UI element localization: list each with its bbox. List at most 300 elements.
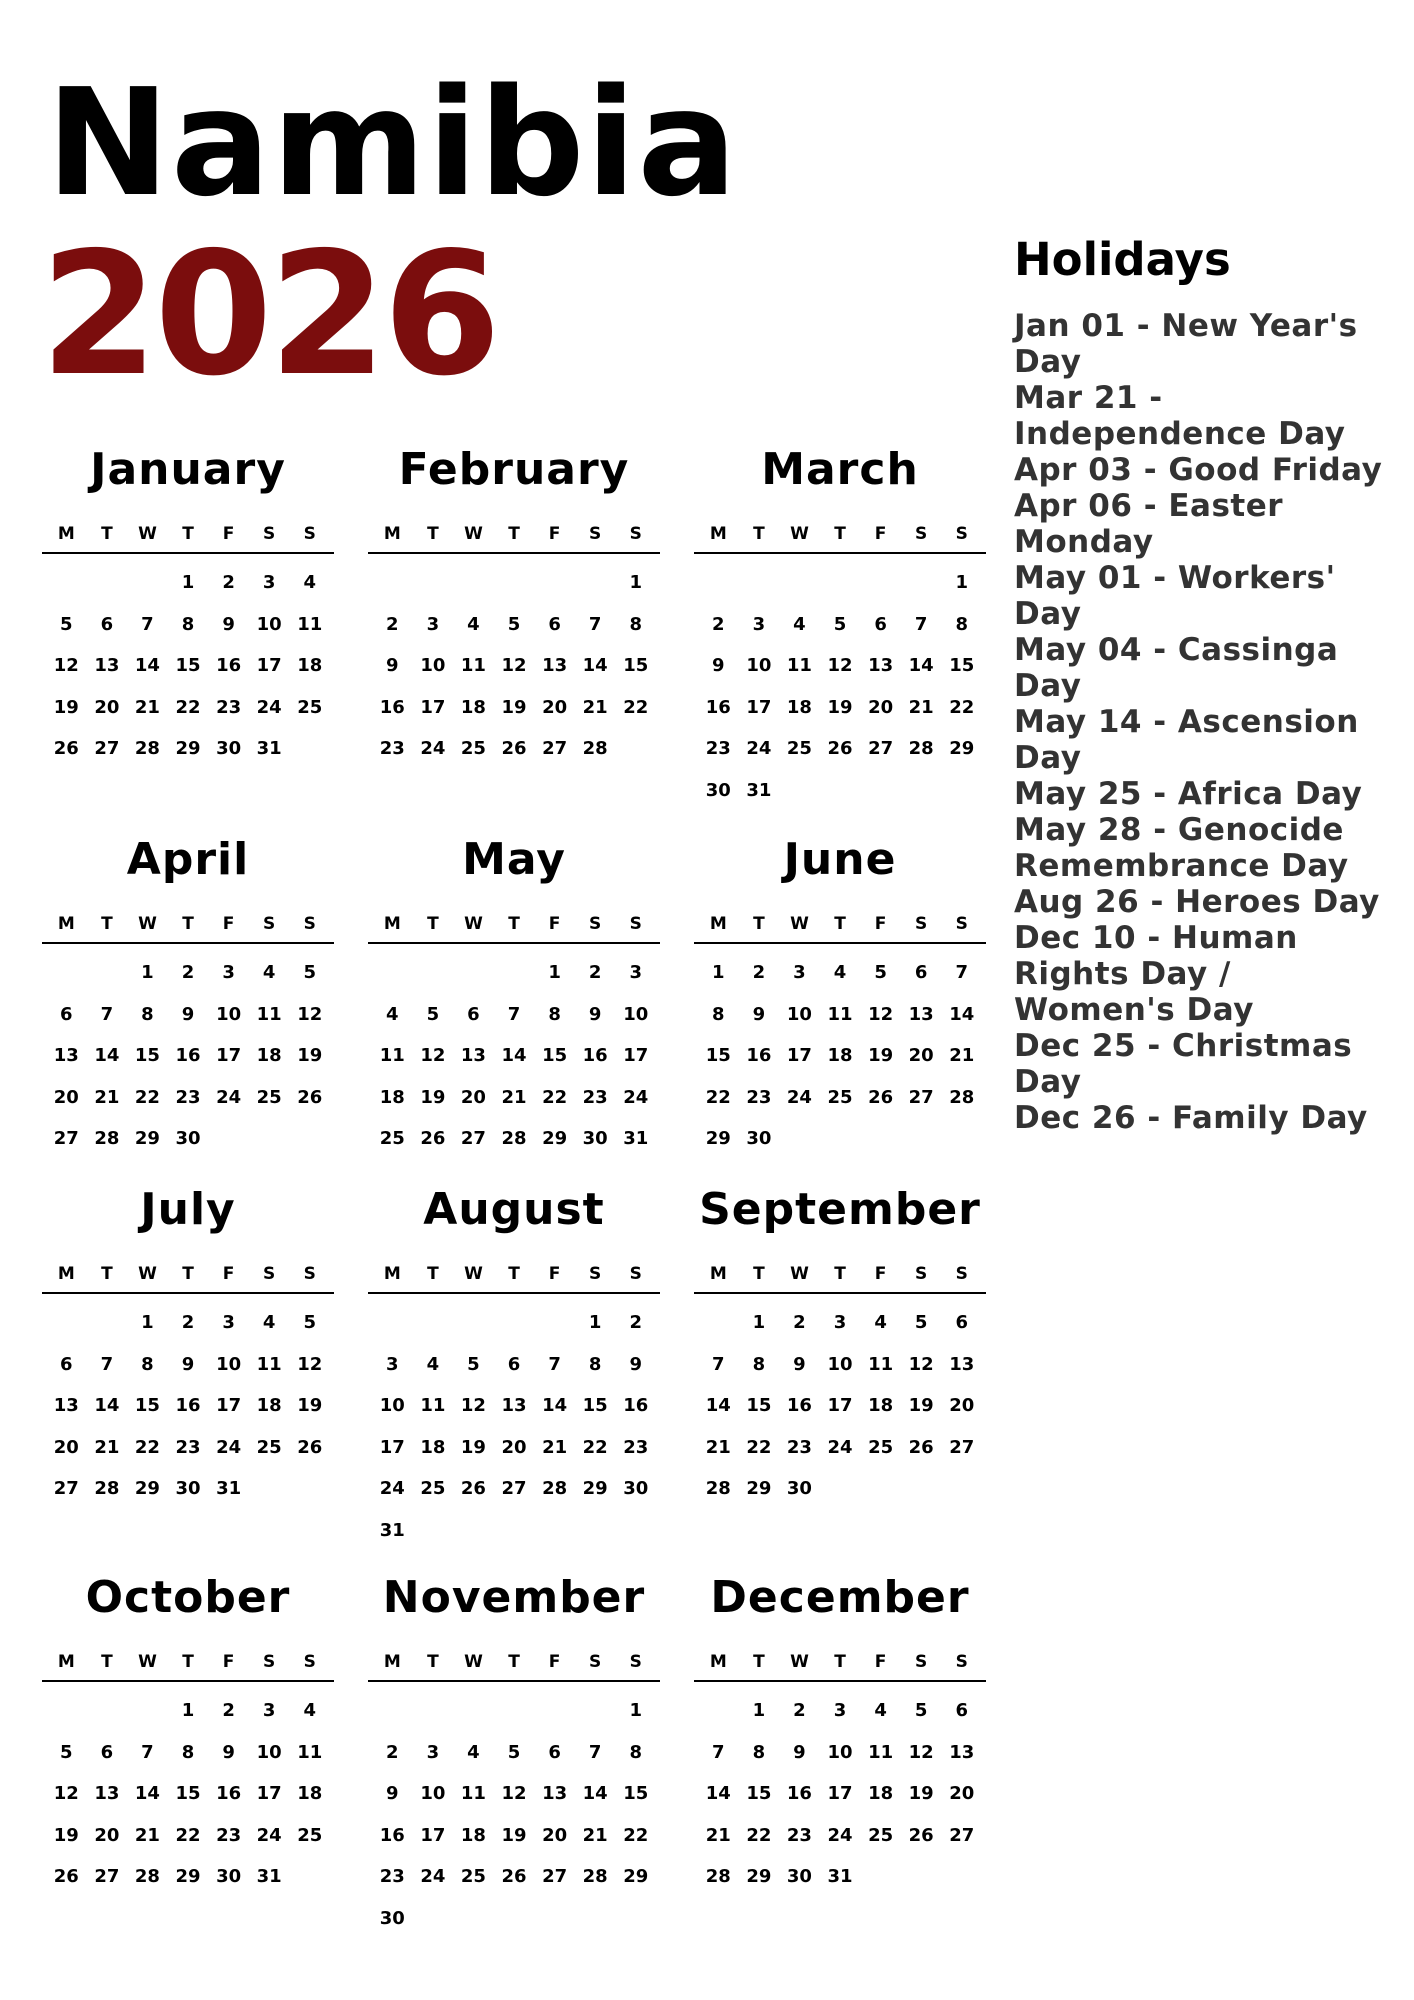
- day-cell: 11: [786, 655, 812, 676]
- day-cell: 23: [786, 1436, 812, 1458]
- day-cell: 9: [629, 1353, 643, 1375]
- day-cell: 13: [542, 1783, 568, 1804]
- weekday-header: S: [955, 914, 968, 934]
- day-cell: [534, 568, 575, 610]
- day-cell: 14: [705, 1783, 731, 1804]
- weekday-header: T: [508, 914, 520, 934]
- day-cell: 25: [827, 1086, 853, 1108]
- day-cell: 24: [420, 1866, 446, 1887]
- day-cell: 21: [908, 696, 934, 718]
- day-cell: 5: [914, 1312, 928, 1333]
- day-cell: 2: [793, 1700, 806, 1721]
- weekday-header: F: [548, 524, 561, 544]
- day-cell: 30: [786, 1866, 812, 1887]
- day-cell: [453, 1904, 494, 1946]
- day-cell: 26: [53, 738, 79, 759]
- day-cell: 25: [868, 1824, 894, 1846]
- day-cell: 26: [908, 1436, 934, 1458]
- day-cell: 26: [460, 1478, 486, 1499]
- week-row: [46, 651, 330, 693]
- weekday-header: M: [383, 524, 401, 544]
- day-cell: 5: [507, 613, 521, 635]
- day-cell: 30: [623, 1478, 649, 1499]
- day-cell: 25: [868, 1436, 894, 1458]
- day-cell: 4: [467, 613, 480, 635]
- day-cell: 3: [629, 962, 643, 983]
- day-cell: 15: [175, 655, 201, 676]
- weekday-header: F: [548, 1652, 561, 1672]
- weekday-header-row: [694, 1650, 986, 1682]
- day-cell: 17: [746, 696, 772, 718]
- day-cell: 29: [542, 1128, 568, 1149]
- holiday-item: Apr 06 - Easter Monday: [1014, 488, 1284, 560]
- day-cell: [453, 958, 494, 1000]
- day-cell: 12: [908, 1353, 934, 1375]
- day-cell: [534, 1308, 575, 1350]
- day-cell: 6: [874, 613, 887, 635]
- weekday-header: F: [874, 1264, 887, 1284]
- weekday-header-row: [368, 1262, 660, 1294]
- day-cell: [453, 1516, 494, 1558]
- day-cell: 14: [134, 655, 160, 676]
- weekday-header-row: [42, 1262, 334, 1294]
- weekday-header: W: [790, 524, 809, 544]
- day-cell: [779, 1124, 820, 1166]
- day-grid: [694, 1308, 986, 1516]
- day-cell: 22: [134, 1436, 160, 1458]
- holidays-heading: Holidays: [1014, 233, 1231, 286]
- day-cell: 1: [629, 1700, 643, 1721]
- weekday-header: S: [589, 1264, 602, 1284]
- day-cell: 5: [60, 1741, 73, 1763]
- week-row: [372, 1904, 656, 1946]
- day-cell: 7: [955, 962, 969, 983]
- week-row: [698, 1433, 982, 1475]
- day-cell: [575, 1516, 616, 1558]
- day-cell: 17: [256, 655, 282, 676]
- weekday-header: M: [383, 914, 401, 934]
- day-cell: 29: [746, 1866, 772, 1887]
- day-cell: 1: [548, 962, 561, 983]
- month-name: September: [699, 1184, 981, 1235]
- day-cell: 4: [303, 572, 317, 593]
- weekday-header: W: [138, 1264, 157, 1284]
- week-row: [372, 1000, 656, 1042]
- week-row: [46, 1124, 330, 1166]
- day-cell: 1: [181, 1700, 195, 1721]
- day-cell: 8: [712, 1003, 725, 1025]
- day-cell: 1: [181, 572, 195, 593]
- weekday-header: S: [629, 524, 642, 544]
- day-cell: 1: [955, 572, 969, 593]
- week-row: [698, 693, 982, 735]
- day-cell: 28: [705, 1478, 731, 1499]
- week-row: [698, 1696, 982, 1738]
- day-cell: [779, 568, 820, 610]
- holiday-item: May 01 - Workers' Day: [1014, 560, 1336, 632]
- day-cell: 8: [629, 613, 643, 635]
- day-cell: [289, 1474, 330, 1516]
- day-cell: 14: [705, 1395, 731, 1416]
- day-cell: [289, 1124, 330, 1166]
- weekday-header: S: [589, 1652, 602, 1672]
- weekday-header: T: [834, 524, 846, 544]
- day-cell: [46, 958, 87, 1000]
- week-row: [46, 610, 330, 652]
- week-row: [46, 693, 330, 735]
- holiday-item: Dec 26 - Family Day: [1014, 1100, 1368, 1136]
- day-cell: 17: [256, 1783, 282, 1804]
- day-cell: 29: [175, 1866, 201, 1887]
- week-row: [698, 776, 982, 818]
- day-cell: 10: [256, 613, 282, 635]
- day-cell: 24: [827, 1436, 853, 1458]
- day-cell: 19: [420, 1086, 446, 1108]
- day-cell: 29: [623, 1866, 649, 1887]
- day-cell: 28: [501, 1128, 527, 1149]
- day-cell: 1: [629, 572, 643, 593]
- calendar-title: Namibia: [46, 57, 739, 229]
- day-cell: [575, 1904, 616, 1946]
- week-row: [698, 1308, 982, 1350]
- day-cell: 19: [908, 1395, 934, 1416]
- day-cell: 31: [379, 1519, 405, 1541]
- day-cell: 11: [256, 1353, 282, 1375]
- weekday-header: W: [138, 914, 157, 934]
- day-cell: 27: [542, 1866, 568, 1887]
- day-cell: 19: [53, 696, 79, 718]
- calendar-year: 2026: [40, 216, 498, 414]
- holidays-panel: [1014, 232, 1394, 1136]
- day-cell: 1: [712, 962, 725, 983]
- week-row: [46, 1696, 330, 1738]
- week-row: [46, 1350, 330, 1392]
- weekday-header: T: [427, 524, 439, 544]
- day-cell: [860, 1862, 901, 1904]
- day-cell: 5: [426, 1003, 440, 1025]
- day-cell: 14: [94, 1395, 120, 1416]
- day-cell: 18: [868, 1783, 894, 1804]
- month-name: February: [398, 444, 630, 495]
- week-row: [372, 1391, 656, 1433]
- week-row: [372, 610, 656, 652]
- day-cell: 26: [53, 1866, 79, 1887]
- day-cell: 26: [420, 1128, 446, 1149]
- day-cell: [860, 776, 901, 818]
- day-cell: 28: [949, 1086, 975, 1108]
- day-cell: 31: [623, 1128, 649, 1149]
- day-cell: 12: [420, 1045, 446, 1066]
- weekday-header: S: [303, 1264, 316, 1284]
- day-cell: [615, 1904, 656, 1946]
- day-cell: 10: [827, 1353, 853, 1375]
- day-cell: 16: [705, 696, 731, 718]
- week-row: [372, 1041, 656, 1083]
- day-cell: [698, 1308, 739, 1350]
- day-cell: 10: [623, 1003, 649, 1025]
- day-cell: [698, 1696, 739, 1738]
- day-cell: 2: [181, 1312, 195, 1333]
- day-cell: 31: [256, 738, 282, 759]
- week-row: [46, 958, 330, 1000]
- day-cell: 28: [94, 1128, 120, 1149]
- day-cell: 11: [827, 1003, 853, 1025]
- day-cell: 29: [949, 738, 975, 759]
- weekday-header: M: [709, 1652, 727, 1672]
- day-cell: [413, 958, 454, 1000]
- weekday-header: W: [464, 914, 483, 934]
- day-cell: 21: [705, 1436, 731, 1458]
- day-cell: 24: [256, 696, 282, 718]
- day-cell: 7: [588, 1741, 602, 1763]
- weekday-header: T: [101, 914, 113, 934]
- week-row: [46, 568, 330, 610]
- day-cell: 7: [100, 1003, 114, 1025]
- day-cell: 31: [216, 1478, 242, 1499]
- weekday-header: S: [915, 914, 928, 934]
- day-cell: 12: [53, 655, 79, 676]
- weekday-header: M: [383, 1652, 401, 1672]
- day-cell: 29: [582, 1478, 608, 1499]
- weekday-header: F: [874, 914, 887, 934]
- day-cell: 6: [955, 1700, 969, 1721]
- weekday-header: T: [101, 1652, 113, 1672]
- day-cell: 26: [908, 1824, 934, 1846]
- day-cell: 30: [705, 779, 731, 801]
- weekday-header-row: [368, 1650, 660, 1682]
- day-cell: 10: [786, 1003, 812, 1025]
- day-cell: 27: [94, 1866, 120, 1887]
- day-cell: 24: [746, 738, 772, 759]
- day-cell: 27: [542, 738, 568, 759]
- weekday-header: T: [508, 1264, 520, 1284]
- weekday-header: W: [790, 1264, 809, 1284]
- week-row: [372, 651, 656, 693]
- weekday-header: F: [222, 524, 235, 544]
- weekday-header: T: [182, 914, 194, 934]
- day-cell: [901, 1862, 942, 1904]
- day-cell: [46, 1308, 87, 1350]
- day-cell: 23: [582, 1086, 608, 1108]
- weekday-header: T: [753, 1264, 765, 1284]
- day-cell: 25: [256, 1436, 282, 1458]
- day-cell: 29: [134, 1478, 160, 1499]
- day-cell: 8: [141, 1353, 154, 1375]
- day-cell: [87, 958, 128, 1000]
- weekday-header: S: [589, 914, 602, 934]
- day-cell: 16: [786, 1395, 812, 1416]
- weekday-header: M: [709, 524, 727, 544]
- day-cell: 18: [379, 1086, 405, 1108]
- week-row: [372, 1433, 656, 1475]
- day-cell: 14: [949, 1003, 975, 1025]
- day-cell: 9: [181, 1003, 195, 1025]
- weekday-header: T: [182, 1264, 194, 1284]
- month-name: December: [710, 1572, 970, 1623]
- day-cell: 22: [175, 696, 201, 718]
- day-cell: 9: [386, 1783, 399, 1804]
- week-row: [698, 958, 982, 1000]
- holiday-item: May 28 - Genocide Remembrance Day: [1014, 812, 1349, 884]
- day-cell: [901, 568, 942, 610]
- day-cell: 1: [752, 1700, 766, 1721]
- day-cell: 5: [874, 962, 887, 983]
- day-cell: 5: [60, 613, 73, 635]
- day-cell: 20: [94, 1824, 120, 1846]
- week-row: [372, 1516, 656, 1558]
- day-cell: 26: [501, 1866, 527, 1887]
- weekday-header: S: [263, 524, 276, 544]
- month-name: October: [85, 1572, 291, 1623]
- day-cell: 29: [746, 1478, 772, 1499]
- day-cell: 28: [582, 1866, 608, 1887]
- day-cell: 23: [379, 1866, 405, 1887]
- day-cell: 17: [827, 1395, 853, 1416]
- week-row: [46, 1738, 330, 1780]
- day-cell: 19: [501, 696, 527, 718]
- day-cell: [494, 568, 535, 610]
- week-row: [698, 1350, 982, 1392]
- day-cell: 19: [297, 1045, 323, 1066]
- day-cell: 13: [94, 655, 120, 676]
- day-cell: 24: [786, 1086, 812, 1108]
- weekday-header: T: [753, 524, 765, 544]
- day-cell: 23: [175, 1086, 201, 1108]
- weekday-header: F: [222, 914, 235, 934]
- day-cell: 10: [420, 1783, 446, 1804]
- day-cell: 25: [420, 1478, 446, 1499]
- day-cell: 20: [542, 696, 568, 718]
- day-cell: [87, 1696, 128, 1738]
- day-grid: [42, 568, 334, 776]
- day-cell: 15: [134, 1045, 160, 1066]
- weekday-header: T: [427, 914, 439, 934]
- day-cell: 23: [175, 1436, 201, 1458]
- weekday-header: T: [182, 524, 194, 544]
- weekday-header: W: [464, 1264, 483, 1284]
- day-cell: 30: [216, 738, 242, 759]
- month-name: August: [423, 1184, 605, 1235]
- month-name: January: [90, 444, 286, 495]
- day-cell: 15: [746, 1783, 772, 1804]
- weekday-header: S: [629, 1652, 642, 1672]
- day-cell: [372, 1696, 413, 1738]
- day-cell: [739, 568, 780, 610]
- weekday-header-row: [42, 912, 334, 944]
- day-cell: 10: [827, 1741, 853, 1763]
- day-cell: 30: [786, 1478, 812, 1499]
- day-cell: 21: [582, 696, 608, 718]
- week-row: [698, 1821, 982, 1863]
- day-cell: 30: [216, 1866, 242, 1887]
- week-row: [698, 651, 982, 693]
- day-cell: 13: [501, 1395, 527, 1416]
- week-row: [698, 1862, 982, 1904]
- day-cell: 3: [222, 1312, 235, 1333]
- week-row: [46, 1000, 330, 1042]
- day-cell: 7: [712, 1353, 725, 1375]
- week-row: [698, 1041, 982, 1083]
- day-cell: 27: [501, 1478, 527, 1499]
- day-cell: 8: [955, 613, 969, 635]
- day-cell: 11: [460, 1783, 486, 1804]
- day-cell: 19: [53, 1824, 79, 1846]
- day-cell: [860, 568, 901, 610]
- day-cell: 12: [501, 655, 527, 676]
- holiday-item: Jan 01 - New Year's Day: [1014, 308, 1358, 380]
- day-cell: 10: [256, 1741, 282, 1763]
- day-cell: 26: [501, 738, 527, 759]
- day-grid: [694, 958, 986, 1166]
- weekday-header: S: [629, 1264, 642, 1284]
- day-cell: 29: [705, 1128, 731, 1149]
- week-row: [698, 1000, 982, 1042]
- day-cell: 28: [134, 1866, 160, 1887]
- week-row: [698, 1738, 982, 1780]
- day-cell: [534, 1696, 575, 1738]
- day-cell: [901, 776, 942, 818]
- weekday-header: F: [222, 1652, 235, 1672]
- day-cell: [453, 1696, 494, 1738]
- day-cell: 8: [141, 1003, 154, 1025]
- day-cell: 17: [623, 1045, 649, 1066]
- week-row: [372, 568, 656, 610]
- day-cell: 17: [216, 1395, 242, 1416]
- day-cell: 13: [949, 1741, 975, 1763]
- week-row: [698, 1124, 982, 1166]
- day-cell: 18: [297, 1783, 323, 1804]
- weekday-header: F: [548, 914, 561, 934]
- day-cell: 14: [542, 1395, 568, 1416]
- day-cell: 25: [460, 1866, 486, 1887]
- day-cell: 17: [786, 1045, 812, 1066]
- day-cell: 6: [100, 1741, 114, 1763]
- day-cell: 31: [746, 779, 772, 801]
- weekday-header: S: [303, 1652, 316, 1672]
- day-cell: 19: [501, 1824, 527, 1846]
- weekday-header: T: [101, 1264, 113, 1284]
- day-cell: [494, 1308, 535, 1350]
- day-cell: 21: [949, 1045, 975, 1066]
- day-cell: [372, 958, 413, 1000]
- day-cell: 3: [222, 962, 235, 983]
- weekday-header: M: [57, 524, 75, 544]
- weekday-header: T: [427, 1264, 439, 1284]
- weekday-header: T: [508, 524, 520, 544]
- weekday-header: W: [790, 914, 809, 934]
- day-grid: [42, 958, 334, 1166]
- day-cell: 21: [501, 1086, 527, 1108]
- day-cell: 9: [793, 1353, 806, 1375]
- day-cell: 21: [134, 696, 160, 718]
- day-cell: 8: [588, 1353, 602, 1375]
- day-cell: 13: [460, 1045, 486, 1066]
- day-cell: 12: [868, 1003, 894, 1025]
- day-cell: 7: [914, 613, 928, 635]
- day-cell: 14: [908, 655, 934, 676]
- day-cell: 19: [827, 696, 853, 718]
- day-cell: 14: [134, 1783, 160, 1804]
- day-cell: 1: [588, 1312, 602, 1333]
- day-cell: 9: [712, 655, 725, 676]
- day-cell: 5: [303, 962, 317, 983]
- weekday-header: S: [263, 1264, 276, 1284]
- day-cell: 6: [100, 613, 114, 635]
- day-cell: 2: [386, 613, 399, 635]
- day-cell: [87, 1308, 128, 1350]
- day-cell: [615, 1516, 656, 1558]
- day-grid: [368, 568, 660, 776]
